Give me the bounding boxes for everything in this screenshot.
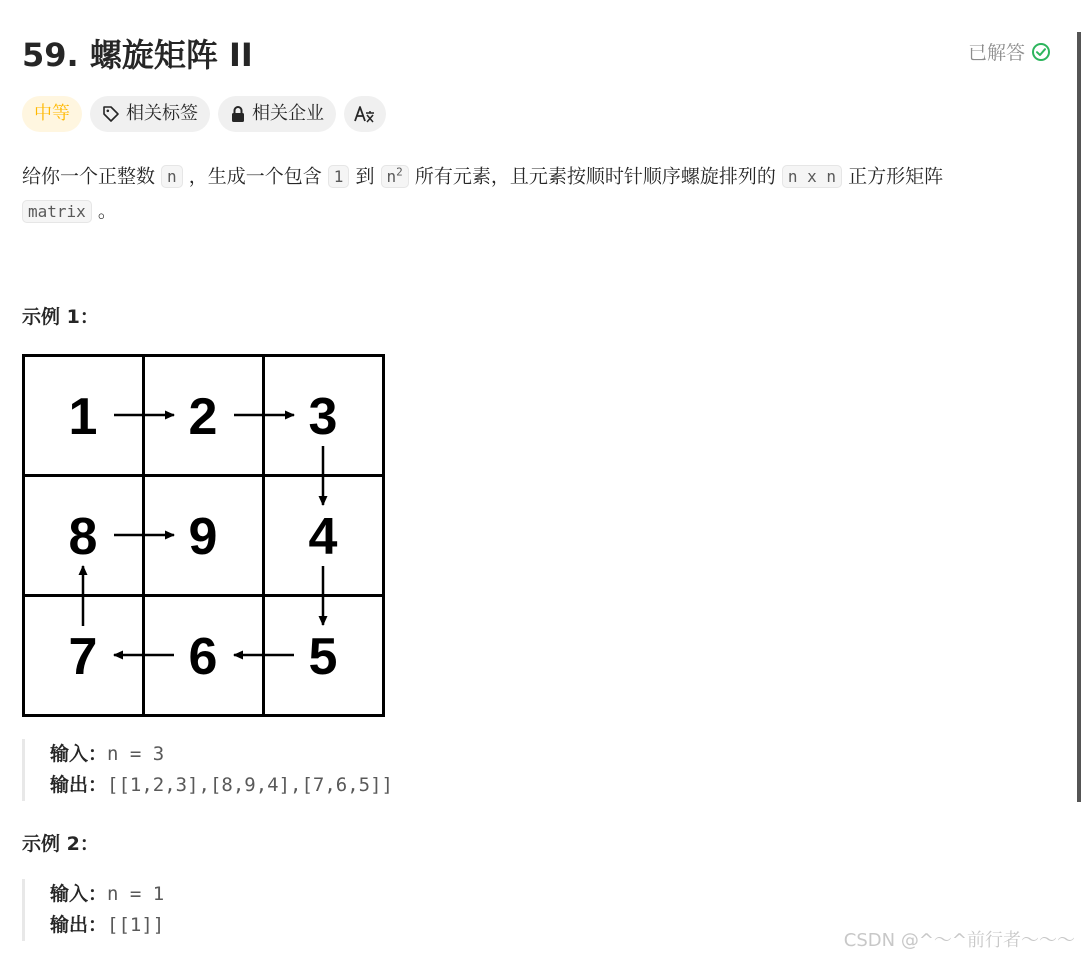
- code-base: n: [386, 167, 397, 187]
- desc-text: ，生成一个包含: [182, 165, 328, 188]
- matrix-cell-value: 3: [308, 388, 338, 446]
- matrix-cell-value: 7: [68, 628, 98, 686]
- output-label: 输出：: [50, 774, 108, 796]
- input-label: 输入：: [50, 883, 108, 905]
- matrix-cell-value: 5: [308, 628, 338, 686]
- inline-code-1: 1: [328, 165, 350, 188]
- problem-title[interactable]: 59. 螺旋矩阵 II: [22, 36, 253, 74]
- related-tags-button[interactable]: [90, 96, 210, 132]
- csdn-watermark: CSDN @^～^前行者～～～: [843, 930, 1075, 951]
- matrix-cell-value: 8: [68, 508, 98, 566]
- translate-icon: [354, 104, 376, 124]
- related-companies-button[interactable]: [218, 96, 336, 132]
- inline-code-matrix: matrix: [22, 200, 92, 223]
- example-1-label: 示例 1：: [22, 306, 99, 328]
- solved-label: 已解答: [967, 42, 1025, 64]
- lock-icon: [230, 105, 246, 123]
- input-value: n = 3: [107, 743, 165, 765]
- output-label: 输出：: [50, 914, 108, 936]
- output-value: [[1]]: [107, 914, 165, 936]
- inline-code-n-squared: [381, 165, 409, 188]
- tag-bar: [22, 96, 386, 132]
- input-value: n = 1: [107, 883, 165, 905]
- inline-code-nxn: n x n: [782, 165, 842, 188]
- matrix-cell-value: 2: [188, 388, 218, 446]
- matrix-cell-value: 1: [68, 388, 98, 446]
- difficulty-label: 中等: [34, 103, 70, 124]
- code-superscript: 2: [396, 166, 403, 179]
- matrix-cell-value: 6: [188, 628, 218, 686]
- check-circle-icon: [1031, 42, 1051, 62]
- inline-code-n: n: [161, 165, 183, 188]
- related-companies-label: 相关企业: [252, 103, 324, 124]
- problem-description: [22, 156, 1057, 229]
- example-2-io: [22, 879, 164, 941]
- difficulty-badge[interactable]: [22, 96, 82, 132]
- spiral-matrix-image: [22, 354, 385, 717]
- scrollbar[interactable]: [1077, 32, 1081, 802]
- title-row: [22, 30, 1057, 74]
- example-2-label: 示例 2：: [22, 833, 99, 855]
- desc-text: 到: [349, 165, 381, 188]
- desc-text: 给你一个正整数: [22, 165, 162, 188]
- matrix-cell-value: 4: [308, 508, 338, 566]
- desc-text: 。: [91, 200, 117, 223]
- matrix-cell-value: 9: [188, 508, 218, 566]
- solved-status: [968, 38, 1051, 65]
- related-tags-label: 相关标签: [126, 103, 198, 124]
- translate-button[interactable]: [344, 96, 386, 132]
- tag-icon: [102, 105, 120, 123]
- desc-text: 所有元素，且元素按顺时针顺序螺旋排列的: [408, 165, 782, 188]
- desc-text: 正方形矩阵: [842, 165, 944, 188]
- example-1-io: [22, 739, 393, 801]
- input-label: 输入：: [50, 743, 108, 765]
- output-value: [[1,2,3],[8,9,4],[7,6,5]]: [107, 774, 393, 796]
